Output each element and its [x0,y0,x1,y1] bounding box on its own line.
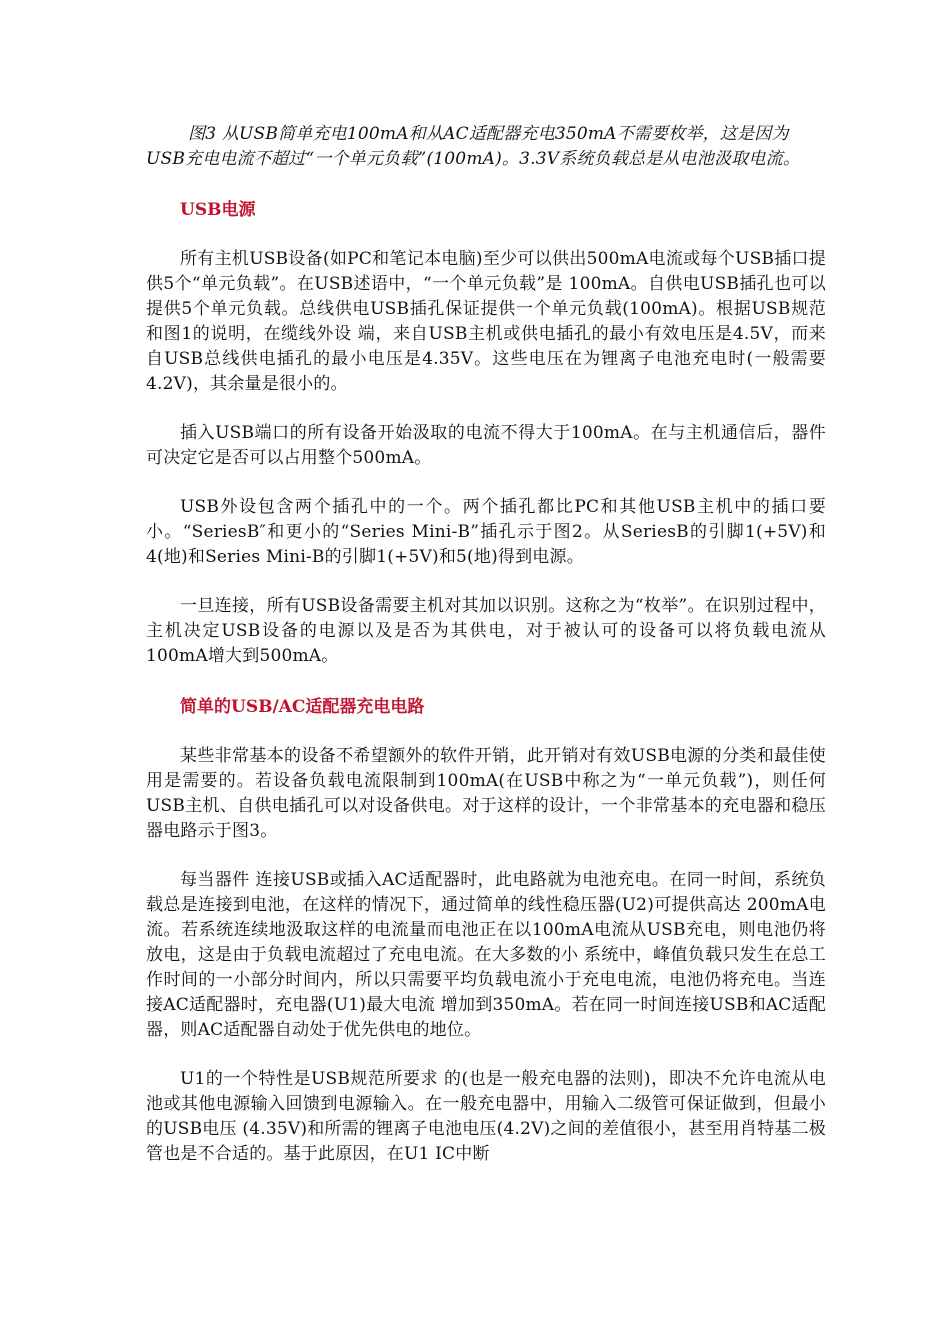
paragraph: U1的一个特性是USB规范所要求 的(也是一般充电器的法则)，即决不允许电流从电池或其他电源输入回馈到电源输入。在一般充电器中，用输入二级管可保证做到，但最小的USB电压 (4.35V)和所需的锂离子电池电压(4.2V)之间的差值很小，甚至用肖特基二极管也是不合适的。基于此原因，在U1 IC中断 [146,1069,826,1164]
section-heading-charger-circuit: 简单的USB/AC适配器充电电路 [180,697,425,717]
section-heading-usb-power: USB电源 [180,200,256,220]
paragraph: 插入USB端口的所有设备开始汲取的电流不得大于100mA。在与主机通信后，器件可决定它是否可以占用整个500mA。 [146,423,826,468]
figure-caption: 图3 从USB简单充电100mA和从AC适配器充电350mA不需要枚举，这是因为USB充电电流不超过“一个单元负载”(100mA)。3.3V系统负载总是从电池汲取电流。 [146,124,801,169]
paragraph: 某些非常基本的设备不希望额外的软件开销，此开销对有效USB电源的分类和最佳使用是需要的。若设备负载电流限制到100mA(在USB中称之为“一单元负载”)，则任何USB主机、自供电插孔可以对设备供电。对于这样的设计，一个非常基本的充电器和稳压器电路示于图3。 [146,746,826,841]
document-page [146,122,826,1167]
paragraph: 所有主机USB设备(如PC和笔记本电脑)至少可以供出500mA电流或每个USB插口提供5个“单元负载”。在USB述语中，“一个单元负载”是 100mA。自供电USB插孔也可以提供5个单元负载。总线供电USB插孔保证提供一个单元负载(100mA)。根据USB规范和图1的说明，在缆线外设 端，来自USB主机或供电插孔的最小有效电压是4.5V，而来自USB总线供电插孔的最小电压是4.35V。这些电压在为锂离子电池充电时(一般需要 4.2V)，其余量是很小的。 [146,249,826,394]
paragraph: USB外设包含两个插孔中的一个。两个插孔都比PC和其他USB主机中的插口要小。“SeriesB″和更小的“Series Mini-B”插孔示于图2。从SeriesB的引脚1(+5V)和4(地)和Series Mini-B的引脚1(+5V)和5(地)得到电源。 [146,497,826,567]
paragraph: 每当器件 连接USB或插入AC适配器时，此电路就为电池充电。在同一时间，系统负载总是连接到电池，在这样的情况下，通过简单的线性稳压器(U2)可提供高达 200mA电流。若系统连续地汲取这样的电流量而电池正在以100mA电流从USB充电，则电池仍将放电，这是由于负载电流超过了充电电流。在大多数的小 系统中，峰值负载只发生在总工作时间的一小部分时间内，所以只需要平均负载电流小于充电电流，电池仍将充电。当连接AC适配器时，充电器(U1)最大电流 增加到350mA。若在同一时间连接USB和AC适配器，则AC适配器自动处于优先供电的地位。 [146,870,826,1040]
paragraph: 一旦连接，所有USB设备需要主机对其加以识别。这称之为“枚举”。在识别过程中，主机决定USB设备的电源以及是否为其供电，对于被认可的设备可以将负载电流从100mA增大到500mA。 [146,596,826,666]
